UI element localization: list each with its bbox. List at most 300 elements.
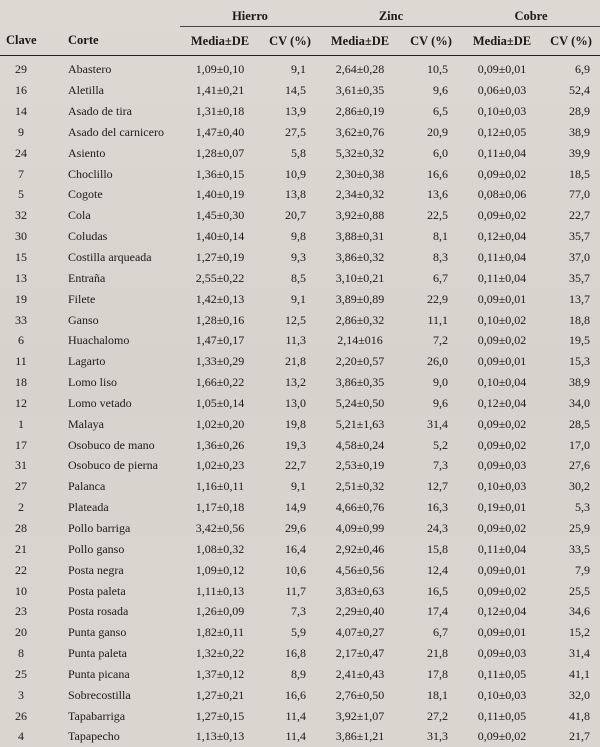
cell-zinc-cv: 7,2 (433, 333, 448, 348)
cell-zinc-cv: 12,4 (427, 562, 448, 577)
cell-copper-cv: 37,0 (569, 250, 591, 265)
cell-zinc-mean: 2,29±0,40 (335, 604, 385, 619)
cell-zinc-cv: 21,8 (427, 646, 448, 661)
cell-copper-cv: 13,7 (569, 291, 591, 306)
cell-iron-mean: 1,33±0,29 (195, 354, 245, 369)
cell-copper-cv: 34,6 (569, 604, 591, 619)
cell-zinc-mean: 3,92±1,07 (335, 708, 385, 723)
cell-zinc-cv: 26,0 (427, 354, 448, 369)
column-header-iron-mean: Media±DE (190, 33, 250, 48)
table-row (0, 330, 600, 351)
table-row (0, 684, 600, 705)
cell-clave: 30 (15, 229, 27, 244)
cell-zinc-mean: 3,61±0,35 (335, 83, 385, 98)
cell-zinc-mean: 2,92±0,46 (335, 541, 385, 556)
cell-copper-cv: 39,9 (569, 145, 591, 160)
cell-copper-cv: 32,0 (569, 687, 591, 702)
cell-iron-cv: 11,7 (285, 583, 306, 598)
cell-zinc-cv: 8,3 (433, 250, 448, 265)
cell-copper-mean: 0,09±0,02 (477, 166, 527, 181)
cell-copper-mean: 0,09±0,02 (477, 208, 527, 223)
cell-clave: 29 (15, 62, 27, 77)
cell-iron-mean: 1,28±0,16 (195, 312, 245, 327)
cell-zinc-cv: 6,0 (433, 145, 448, 160)
cell-clave: 28 (15, 520, 27, 535)
cell-copper-mean: 0,09±0,03 (477, 646, 527, 661)
cell-iron-cv: 13,2 (285, 375, 306, 390)
cell-iron-cv: 8,5 (291, 270, 306, 285)
cell-copper-cv: 27,6 (569, 458, 591, 473)
cell-copper-cv: 18,8 (569, 312, 591, 327)
cell-zinc-mean: 2,41±0,43 (335, 666, 385, 681)
cell-zinc-mean: 5,21±1,63 (335, 416, 385, 431)
cell-copper-mean: 0,12±0,04 (477, 604, 527, 619)
table-row (0, 288, 600, 309)
cell-clave: 7 (18, 166, 24, 181)
cell-copper-mean: 0,06±0,03 (477, 83, 527, 98)
cell-zinc-mean: 3,10±0,21 (335, 270, 385, 285)
cell-iron-mean: 1,09±0,12 (195, 562, 245, 577)
cell-corte: Osobuco de pierna (68, 458, 158, 473)
cell-copper-cv: 52,4 (569, 83, 591, 98)
cell-copper-cv: 77,0 (569, 187, 591, 202)
cell-corte: Abastero (68, 62, 112, 77)
cell-clave: 19 (15, 291, 27, 306)
cell-copper-mean: 0,09±0,01 (477, 62, 527, 77)
cell-clave: 11 (15, 354, 27, 369)
cell-iron-mean: 1,27±0,19 (195, 250, 245, 265)
cell-copper-cv: 22,7 (569, 208, 591, 223)
cell-iron-cv: 10,6 (285, 562, 306, 577)
cell-zinc-mean: 2,14±016 (337, 333, 383, 348)
cell-zinc-mean: 4,56±0,56 (335, 562, 385, 577)
cell-iron-mean: 1,11±0,13 (195, 583, 245, 598)
cell-copper-mean: 0,09±0,01 (477, 625, 527, 640)
cell-clave: 6 (18, 333, 24, 348)
cell-iron-mean: 1,40±0,19 (195, 187, 245, 202)
cell-clave: 26 (15, 708, 27, 723)
cell-zinc-cv: 6,7 (433, 625, 448, 640)
cell-clave: 15 (15, 250, 27, 265)
cell-zinc-cv: 17,4 (427, 604, 448, 619)
cell-corte: Tapapecho (68, 729, 120, 744)
table-row (0, 601, 600, 622)
cell-corte: Sobrecostilla (68, 687, 131, 702)
table-row (0, 726, 600, 747)
cell-iron-mean: 1,40±0,14 (195, 229, 245, 244)
table-row (0, 226, 600, 247)
cell-iron-cv: 21,8 (285, 354, 306, 369)
cell-iron-mean: 1,13±0,13 (195, 729, 245, 744)
cell-iron-cv: 11,3 (285, 333, 306, 348)
cell-iron-mean: 1,08±0,32 (195, 541, 245, 556)
cell-clave: 14 (15, 104, 27, 119)
group-header-iron (180, 0, 320, 27)
cell-iron-cv: 16,8 (285, 646, 306, 661)
cell-zinc-cv: 9,6 (433, 83, 448, 98)
cell-corte: Costilla arqueada (68, 250, 152, 265)
cell-iron-cv: 11,4 (285, 708, 306, 723)
cell-iron-mean: 1,31±0,18 (195, 104, 245, 119)
cell-iron-mean: 1,27±0,15 (195, 708, 245, 723)
table-row (0, 643, 600, 664)
cell-iron-mean: 1,28±0,07 (195, 145, 245, 160)
cell-iron-cv: 14,9 (285, 500, 306, 515)
cell-copper-mean: 0,09±0,02 (477, 520, 527, 535)
cell-iron-mean: 1,47±0,40 (195, 124, 245, 139)
cell-zinc-cv: 6,7 (433, 270, 448, 285)
cell-copper-mean: 0,09±0,02 (477, 437, 527, 452)
cell-iron-mean: 2,55±0,22 (195, 270, 245, 285)
cell-corte: Filete (68, 291, 96, 306)
cell-iron-mean: 1,16±0,11 (195, 479, 245, 494)
cell-clave: 20 (15, 625, 27, 640)
cell-corte: Punta picana (68, 666, 130, 681)
cell-copper-mean: 0,12±0,05 (477, 124, 527, 139)
cell-corte: Punta ganso (68, 625, 127, 640)
cell-clave: 33 (15, 312, 27, 327)
cell-iron-cv: 19,3 (285, 437, 306, 452)
group-header-copper (462, 0, 600, 27)
cell-corte: Malaya (68, 416, 104, 431)
cell-zinc-mean: 3,83±0,63 (335, 583, 385, 598)
cell-zinc-mean: 5,24±0,50 (335, 395, 385, 410)
cell-copper-mean: 0,11±0,05 (477, 708, 527, 723)
column-header-clave: Clave (6, 33, 37, 48)
cell-clave: 25 (15, 666, 27, 681)
table-row (0, 497, 600, 518)
cell-zinc-mean: 2,53±0,19 (335, 458, 385, 473)
cell-copper-cv: 28,9 (569, 104, 591, 119)
group-header-row (0, 0, 600, 27)
cell-clave: 16 (15, 83, 27, 98)
cell-clave: 5 (18, 187, 24, 202)
cell-corte: Asado del carnicero (68, 124, 164, 139)
cell-zinc-cv: 13,6 (427, 187, 448, 202)
cell-zinc-cv: 8,1 (433, 229, 448, 244)
table-row (0, 142, 600, 163)
cell-clave: 18 (15, 375, 27, 390)
cell-corte: Asiento (68, 145, 106, 160)
cell-zinc-mean: 5,32±0,32 (335, 145, 385, 160)
cell-zinc-mean: 2,30±0,38 (335, 166, 385, 181)
cell-clave: 9 (18, 124, 24, 139)
cell-copper-cv: 25,5 (569, 583, 591, 598)
cell-iron-cv: 10,9 (285, 166, 306, 181)
cell-zinc-cv: 31,4 (427, 416, 448, 431)
table-row (0, 705, 600, 726)
cell-iron-mean: 1,17±0,18 (195, 500, 245, 515)
cell-corte: Entraña (68, 270, 106, 285)
cell-iron-mean: 1,02±0,23 (195, 458, 245, 473)
cell-iron-cv: 13,0 (285, 395, 306, 410)
table-row (0, 580, 600, 601)
cell-copper-cv: 15,3 (569, 354, 591, 369)
cell-iron-cv: 13,8 (285, 187, 306, 202)
cell-corte: Tapabarriga (68, 708, 126, 723)
table-row (0, 247, 600, 268)
cell-clave: 31 (15, 458, 27, 473)
cell-corte: Ganso (68, 312, 99, 327)
group-label: Cobre (514, 9, 548, 23)
table-row (0, 122, 600, 143)
cell-copper-mean: 0,09±0,02 (477, 416, 527, 431)
cell-zinc-mean: 2,86±0,32 (335, 312, 385, 327)
cell-zinc-cv: 7,3 (433, 458, 448, 473)
table-row (0, 559, 600, 580)
group-label: Zinc (378, 9, 404, 23)
cell-zinc-cv: 16,6 (427, 166, 448, 181)
cell-zinc-mean: 3,89±0,89 (335, 291, 385, 306)
column-header-iron-cv: CV (%) (269, 33, 311, 48)
cell-iron-cv: 14,5 (285, 83, 306, 98)
cell-copper-mean: 0,09±0,02 (477, 583, 527, 598)
cell-corte: Pollo barriga (68, 520, 131, 535)
cell-zinc-mean: 4,09±0,99 (335, 520, 385, 535)
cell-copper-cv: 35,7 (569, 270, 591, 285)
cell-clave: 32 (15, 208, 27, 223)
cell-iron-mean: 3,42±0,56 (195, 520, 245, 535)
table-row (0, 434, 600, 455)
cell-copper-cv: 5,3 (575, 500, 591, 515)
cell-copper-mean: 0,10±0,03 (477, 104, 527, 119)
cell-copper-cv: 7,9 (575, 562, 591, 577)
cell-corte: Osobuco de mano (68, 437, 155, 452)
cell-clave: 12 (15, 395, 27, 410)
cell-zinc-cv: 11,1 (427, 312, 448, 327)
cell-iron-cv: 29,6 (285, 520, 306, 535)
cell-zinc-cv: 10,5 (427, 62, 448, 77)
cell-clave: 23 (15, 604, 27, 619)
cell-copper-cv: 31,4 (569, 646, 591, 661)
cell-zinc-cv: 15,8 (427, 541, 448, 556)
table-body (0, 56, 600, 747)
cell-corte: Choclillo (68, 166, 113, 181)
cell-corte: Lomo vetado (68, 395, 132, 410)
cell-zinc-cv: 16,3 (427, 500, 448, 515)
cell-iron-cv: 9,1 (291, 62, 306, 77)
cell-copper-mean: 0,11±0,04 (477, 270, 527, 285)
cell-zinc-mean: 2,17±0,47 (335, 646, 385, 661)
cell-clave: 8 (18, 646, 24, 661)
cell-copper-mean: 0,10±0,03 (477, 687, 527, 702)
cell-copper-mean: 0,11±0,05 (477, 666, 527, 681)
cell-iron-mean: 1,02±0,20 (195, 416, 245, 431)
cell-copper-cv: 33,5 (569, 541, 591, 556)
cell-iron-cv: 9,8 (291, 229, 306, 244)
cell-zinc-mean: 2,20±0,57 (335, 354, 385, 369)
cell-zinc-cv: 16,5 (427, 583, 448, 598)
cell-copper-mean: 0,09±0,01 (477, 562, 527, 577)
cell-corte: Lagarto (68, 354, 106, 369)
cell-zinc-mean: 3,62±0,76 (335, 124, 385, 139)
cell-copper-cv: 21,7 (569, 729, 591, 744)
cell-copper-cv: 15,2 (569, 625, 591, 640)
cell-iron-mean: 1,42±0,13 (195, 291, 245, 306)
cell-copper-mean: 0,10±0,03 (477, 479, 527, 494)
cell-iron-cv: 13,9 (285, 104, 306, 119)
cell-iron-cv: 8,9 (291, 666, 306, 681)
cell-clave: 2 (18, 500, 24, 515)
cell-iron-mean: 1,45±0,30 (195, 208, 245, 223)
cell-zinc-cv: 22,5 (427, 208, 448, 223)
table-row (0, 56, 600, 80)
table-row (0, 455, 600, 476)
cell-iron-cv: 9,3 (291, 250, 306, 265)
cell-iron-mean: 1,41±0,21 (195, 83, 245, 98)
cell-zinc-mean: 2,34±0,32 (335, 187, 385, 202)
table-row (0, 80, 600, 101)
column-header-copper-mean: Media±DE (472, 33, 532, 48)
table-row (0, 267, 600, 288)
cell-zinc-mean: 4,07±0,27 (335, 625, 385, 640)
cell-zinc-mean: 4,66±0,76 (335, 500, 385, 515)
column-header-row (0, 27, 600, 56)
group-label: Hierro (232, 9, 268, 23)
cell-zinc-cv: 12,7 (427, 479, 448, 494)
cell-corte: Aletilla (68, 83, 104, 98)
cell-corte: Posta negra (68, 562, 124, 577)
cell-zinc-mean: 3,92±0,88 (335, 208, 385, 223)
cell-copper-mean: 0,08±0,06 (477, 187, 527, 202)
cell-copper-mean: 0,10±0,04 (477, 375, 527, 390)
cell-clave: 24 (15, 145, 27, 160)
cell-corte: Pollo ganso (68, 541, 125, 556)
cell-corte: Cola (68, 208, 91, 223)
cell-iron-mean: 1,37±0,12 (195, 666, 245, 681)
cell-copper-mean: 0,11±0,04 (477, 541, 527, 556)
cell-copper-cv: 18,5 (569, 166, 591, 181)
cell-iron-cv: 20,7 (285, 208, 306, 223)
cell-zinc-cv: 27,2 (427, 708, 448, 723)
cell-zinc-cv: 5,2 (433, 437, 448, 452)
cell-iron-cv: 11,4 (285, 729, 306, 744)
cell-clave: 22 (15, 562, 27, 577)
cell-copper-cv: 19,5 (569, 333, 591, 348)
cell-copper-mean: 0,11±0,04 (477, 250, 527, 265)
cell-corte: Coludas (68, 229, 108, 244)
table-row (0, 538, 600, 559)
cell-copper-cv: 25,9 (569, 520, 591, 535)
cell-iron-mean: 1,47±0,17 (195, 333, 245, 348)
cell-iron-cv: 27,5 (285, 124, 306, 139)
cell-iron-mean: 1,32±0,22 (195, 646, 245, 661)
cell-zinc-mean: 2,76±0,50 (335, 687, 385, 702)
table-row (0, 309, 600, 330)
cell-zinc-mean: 3,86±0,32 (335, 250, 385, 265)
table-row (0, 372, 600, 393)
table-row (0, 413, 600, 434)
cell-corte: Asado de tira (68, 104, 132, 119)
cell-copper-mean: 0,09±0,02 (477, 729, 527, 744)
cell-corte: Punta paleta (68, 646, 127, 661)
table-row (0, 205, 600, 226)
cell-corte: Posta rosada (68, 604, 129, 619)
cell-iron-cv: 16,4 (285, 541, 306, 556)
table-row (0, 101, 600, 122)
cell-iron-cv: 5,8 (291, 145, 306, 160)
cell-clave: 27 (15, 479, 27, 494)
cell-clave: 17 (15, 437, 27, 452)
table-row (0, 184, 600, 205)
cell-copper-mean: 0,12±0,04 (477, 395, 527, 410)
cell-clave: 3 (18, 687, 24, 702)
table-row (0, 476, 600, 497)
table-row (0, 163, 600, 184)
cell-corte: Plateada (68, 500, 109, 515)
cell-iron-mean: 1,66±0,22 (195, 375, 245, 390)
cell-clave: 21 (15, 541, 27, 556)
table-row (0, 351, 600, 372)
cell-corte: Lomo liso (68, 375, 118, 390)
cell-copper-cv: 38,9 (569, 124, 591, 139)
cell-iron-cv: 12,5 (285, 312, 306, 327)
cell-iron-cv: 19,8 (285, 416, 306, 431)
table-row (0, 393, 600, 414)
cell-iron-mean: 1,36±0,15 (195, 166, 245, 181)
table-row (0, 663, 600, 684)
blank-header (0, 0, 62, 27)
cell-iron-mean: 1,26±0,09 (195, 604, 245, 619)
cell-iron-cv: 7,3 (291, 604, 306, 619)
column-header-zinc-mean: Media±DE (330, 33, 390, 48)
cell-zinc-cv: 31,3 (427, 729, 448, 744)
cell-clave: 1 (18, 416, 24, 431)
group-header-zinc (320, 0, 462, 27)
column-header-zinc-cv: CV (%) (410, 33, 452, 48)
cell-iron-cv: 22,7 (285, 458, 306, 473)
table-row (0, 518, 600, 539)
cell-copper-mean: 0,12±0,04 (477, 229, 527, 244)
cell-clave: 10 (15, 583, 27, 598)
cell-zinc-cv: 9,0 (433, 375, 448, 390)
cell-iron-cv: 9,1 (291, 291, 306, 306)
cell-zinc-cv: 18,1 (427, 687, 448, 702)
cell-corte: Huachalomo (68, 333, 130, 348)
cell-zinc-mean: 3,86±1,21 (335, 729, 385, 744)
cell-copper-mean: 0,09±0,01 (477, 354, 527, 369)
cell-copper-cv: 38,9 (569, 375, 591, 390)
cell-copper-cv: 28,5 (569, 416, 591, 431)
cell-zinc-mean: 3,86±0,35 (335, 375, 385, 390)
cell-zinc-cv: 22,9 (427, 291, 448, 306)
cell-copper-mean: 0,10±0,02 (477, 312, 527, 327)
cell-zinc-cv: 6,5 (433, 104, 448, 119)
cell-copper-cv: 30,2 (569, 479, 591, 494)
cell-zinc-cv: 17,8 (427, 666, 448, 681)
cell-iron-mean: 1,05±0,14 (195, 395, 245, 410)
cell-iron-cv: 16,6 (285, 687, 306, 702)
cell-copper-cv: 41,8 (569, 708, 591, 723)
cell-copper-mean: 0,09±0,01 (477, 291, 527, 306)
cell-corte: Posta paleta (68, 583, 126, 598)
cell-iron-mean: 1,27±0,21 (195, 687, 245, 702)
cell-copper-cv: 17,0 (569, 437, 591, 452)
cell-iron-cv: 9,1 (291, 479, 306, 494)
cell-iron-mean: 1,36±0,26 (195, 437, 245, 452)
table-row (0, 622, 600, 643)
cell-corte: Cogote (68, 187, 103, 202)
cell-copper-cv: 41,1 (569, 666, 591, 681)
cell-copper-mean: 0,09±0,02 (477, 333, 527, 348)
cell-zinc-cv: 24,3 (427, 520, 448, 535)
cell-corte: Palanca (68, 479, 106, 494)
cell-zinc-cv: 20,9 (427, 124, 448, 139)
cell-iron-mean: 1,82±0,11 (195, 625, 245, 640)
cell-zinc-mean: 4,58±0,24 (335, 437, 385, 452)
cell-zinc-mean: 3,88±0,31 (335, 229, 385, 244)
cell-copper-cv: 34,0 (569, 395, 591, 410)
